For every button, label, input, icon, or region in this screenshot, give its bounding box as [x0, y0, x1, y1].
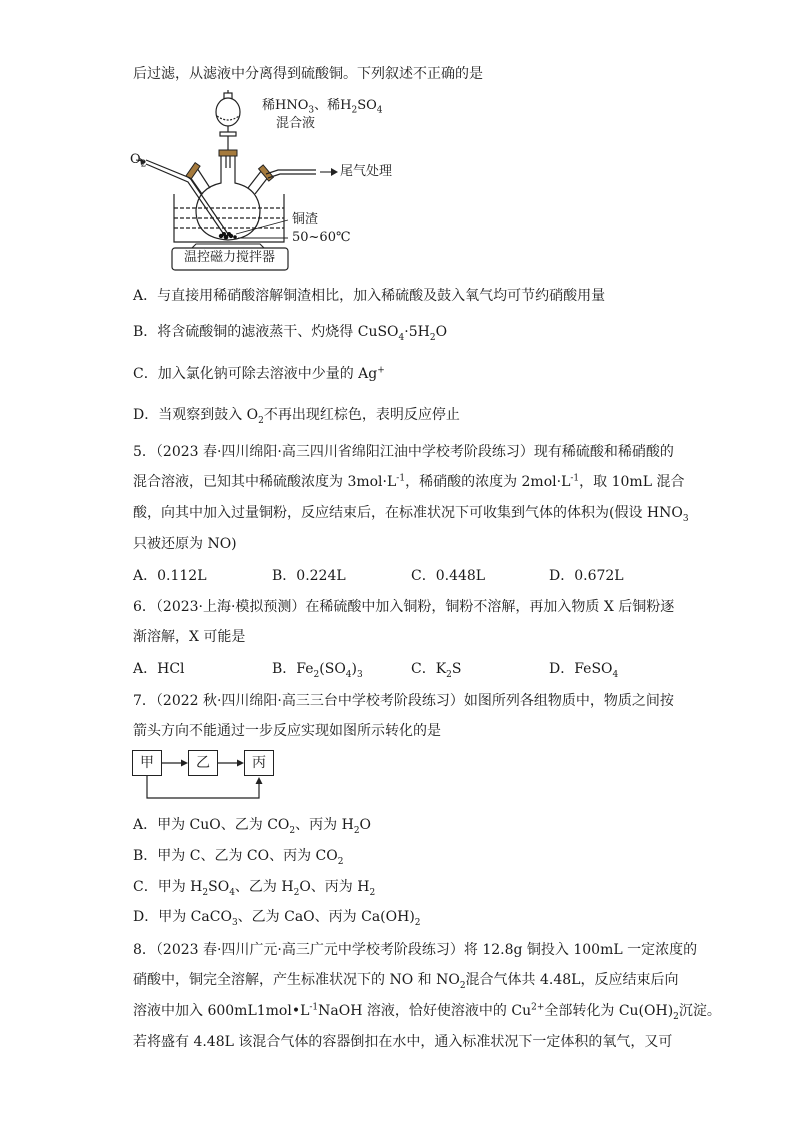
funnel-label: 稀$HNO_3$、稀$H_2SO_4$ — [262, 98, 383, 116]
q8-line-1: 8．（2023 春·四川广元·高三广元中学校考阶段练习）将 12.8g 铜投入 100mL 一定浓度的 — [133, 942, 698, 958]
q5-line-2: 混合溶液，已知其中稀硫酸浓度为 $3mol\cdot L^{-1}$，稀硝酸的浓度为 $2mol\cdot L^{-1}$，取 10mL 混合 — [133, 473, 685, 490]
q7-option-d: D．甲为 CaCO$_3$、乙为 CaO、丙为 $Ca(OH)_2$ — [133, 909, 421, 928]
q6-option-b: B．$Fe_2(SO_4)_3$ — [272, 661, 363, 680]
q5-option-d: D．0.672L — [549, 568, 624, 584]
q5-line-1: 5．（2023 春·四川绵阳·高三四川省绵阳江油中学校考阶段练习）现有稀硫酸和稀硝酸的 — [133, 444, 674, 460]
q4-option-a: A．与直接用稀硝酸溶解铜渣相比，加入稀硫酸及鼓入氧气均可节约硝酸用量 — [133, 288, 606, 304]
q5-line-4: 只被还原为 NO) — [133, 536, 237, 552]
oxygen-label: $O_2$ — [130, 152, 147, 170]
conversion-diagram — [130, 750, 290, 810]
q6-option-a: A．HCl — [133, 661, 185, 677]
q6-option-c: C．$K_2S$ — [411, 661, 462, 680]
q7-option-b: B．甲为 C、乙为 CO、丙为 $CO_2$ — [133, 848, 344, 867]
box-bing: 丙 — [244, 750, 274, 776]
intro-line: 后过滤，从滤液中分离得到硫酸铜。下列叙述不正确的是 — [133, 66, 483, 82]
q8-line-4: 若将盛有 4.48L 该混合气体的容器倒扣在水中，通入标准状况下一定体积的氧气，又可 — [133, 1034, 673, 1050]
q7-option-a: A．甲为 CuO、乙为 $CO_2$、丙为 $H_2O$ — [133, 817, 372, 836]
q6-option-d: D．FeSO$_4$ — [549, 661, 619, 680]
temperature-label: 50~60℃ — [292, 230, 351, 245]
oxygen-inlet-tube — [146, 160, 228, 236]
box-jia: 甲 — [132, 750, 162, 776]
stirrer-label: 温控磁力搅拌器 — [184, 250, 276, 265]
q4-option-b: B．将含硫酸铜的滤液蒸干、灼烧得 $CuSO_4\cdot 5H_2O$ — [133, 324, 448, 343]
funnel-label-line2: 混合液 — [276, 116, 316, 131]
q8-line-2: 硝酸中，铜完全溶解，产生标准状况下的 NO 和 $NO_2$混合气体共 4.48L，反应结束后向 — [133, 972, 679, 991]
copper-pointer — [236, 220, 288, 234]
q5-option-c: C．0.448L — [411, 568, 486, 584]
arrow-jia-bing — [147, 776, 259, 798]
q4-option-c: C．加入氯化钠可除去溶液中少量的 Ag+ — [133, 365, 385, 382]
q8-line-3: 溶液中加入 $600mL1mol•L^{-1}NaOH$ 溶液，恰好使溶液中的 $Cu^{2+}$全部转化为 $Cu(OH)_2$沉淀。 — [133, 1002, 721, 1022]
q7-line-2: 箭头方向不能通过一步反应实现如图所示转化的是 — [133, 723, 441, 739]
q6-line-2: 渐溶解，X 可能是 — [133, 629, 246, 645]
right-stopper — [259, 165, 274, 181]
q5-option-b: B．0.224L — [272, 568, 346, 584]
box-yi: 乙 — [188, 750, 218, 776]
tail-gas-label: 尾气处理 — [340, 164, 393, 179]
center-stopper — [219, 150, 237, 156]
copper-residue — [219, 232, 237, 239]
q6-line-1: 6．（2023·上海·模拟预测）在稀硫酸中加入铜粉，铜粉不溶解，再加入物质 X 后铜粉逐 — [133, 599, 675, 615]
q5-option-a: A．0.112L — [133, 568, 207, 584]
q4-option-d: D．当观察到鼓入 $O_2$不再出现红棕色，表明反应停止 — [133, 407, 460, 426]
q7-line-1: 7．（2022 秋·四川绵阳·高三三台中学校考阶段练习）如图所列各组物质中，物质之间按 — [133, 693, 674, 709]
copper-label: 铜渣 — [292, 212, 319, 227]
q5-line-3: 酸，向其中加入过量铜粉，反应结束后，在标准状况下可收集到气体的体积为(假设 $HNO_3$ — [133, 505, 689, 524]
q7-option-c: C．甲为 $H_2SO_4$、乙为 $H_2O$、丙为 $H_2$ — [133, 879, 376, 898]
conversion-arrows — [130, 750, 290, 810]
apparatus-diagram — [128, 88, 398, 273]
